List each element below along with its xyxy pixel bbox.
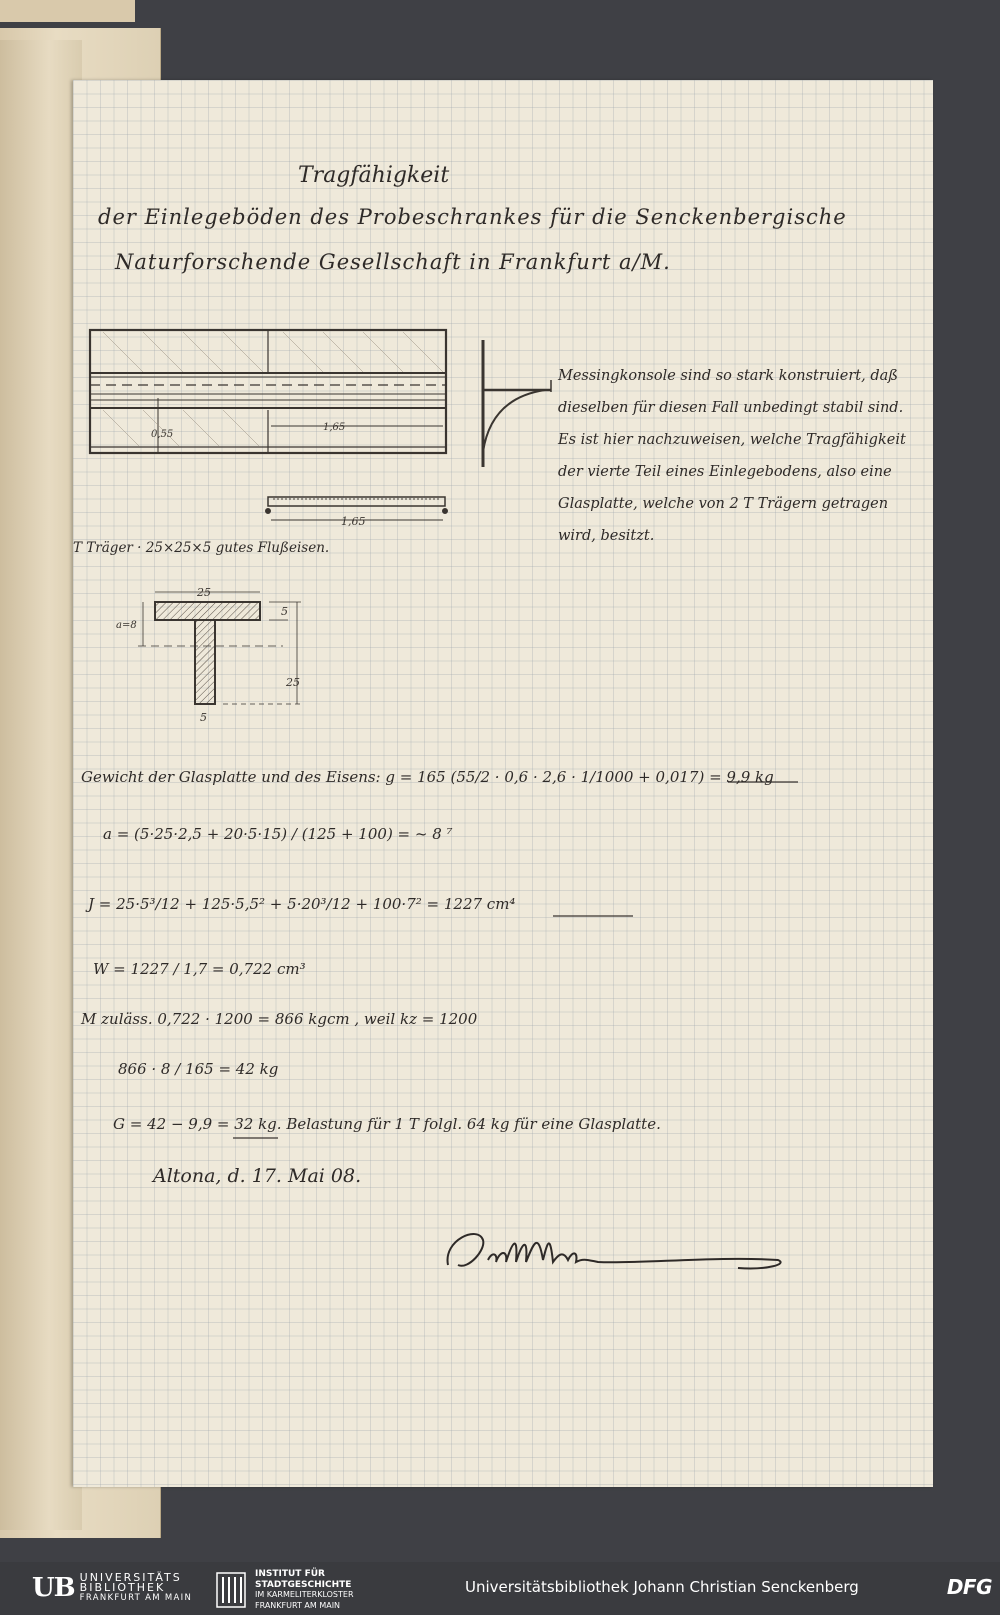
ub-logo[interactable] [6, 1568, 192, 1608]
dim-25-top: 25 [197, 586, 211, 599]
dfg-logo[interactable]: DFG [946, 1575, 992, 1599]
shelf-plan-drawing [90, 330, 446, 453]
isg-line-1: INSTITUT FÜR [255, 1569, 325, 1579]
t-profile-section [138, 592, 301, 704]
isg-line-4: FRANKFURT AM MAIN [255, 1600, 341, 1610]
document-title: Tragfähigkeit [298, 163, 450, 188]
dim-5-web: 5 [200, 711, 207, 724]
isg-line-2: STADTGESCHICHTE [255, 1579, 352, 1590]
book-spine-strip [0, 0, 135, 22]
ub-line-2: BIBLIOTHEK [79, 1581, 166, 1594]
profile-label: T Träger · 25×25×5 gutes Flußeisen. [73, 540, 330, 556]
isg-logo[interactable] [215, 1569, 354, 1611]
formula-result: G = 42 − 9,9 = 32 kg. Belastung für 1 T folgl. 64 kg für eine Glasplatte. [113, 1115, 661, 1133]
ub-logo-text [80, 1573, 192, 1603]
dim-055: 0,55 [151, 429, 174, 440]
isg-logo-text [255, 1569, 354, 1611]
footer-bar [0, 1562, 1000, 1615]
library-name: Universitätsbibliothek Johann Christian Senckenberg [465, 1578, 859, 1596]
formula-load: 866 · 8 / 165 = 42 kg [118, 1060, 279, 1078]
isg-columns-icon [215, 1571, 247, 1609]
dim-165: 1,65 [323, 422, 346, 433]
subtitle-line-2: Naturforschende Gesellschaft in Frankfurt a/M. [115, 250, 671, 274]
dim-a: a=8 [116, 620, 137, 631]
ub-line-1: UNIVERSITÄTS [79, 1571, 182, 1584]
formula-a: a = (5·25·2,5 + 20·5·15) / (125 + 100) = ~ 8 ⁷ [103, 825, 453, 843]
weight-calculation: Gewicht der Glasplatte und des Eisens: g = 165 (55/2 · 0,6 · 2,6 · 1/1000 + 0,017) = 9,9 kg [81, 768, 774, 786]
dim-25-vertical: 25 [286, 676, 300, 689]
isg-line-3: IM KARMELITERKLOSTER [255, 1590, 354, 1599]
dim-165b: 1,65 [341, 515, 366, 528]
graph-paper-sheet [73, 80, 933, 1487]
brass-bracket-drawing [483, 340, 551, 467]
dim-5-flange: 5 [281, 605, 288, 618]
formula-section-modulus: W = 1227 / 1,7 = 0,722 cm³ [93, 960, 306, 978]
book-page-fold [0, 40, 82, 1530]
formula-moment-of-inertia: J = 25·5³/12 + 125·5,5² + 5·20³/12 + 100·7² = 1227 cm⁴ [88, 895, 516, 913]
explanatory-note: Messingkonsole sind so stark konstruiert, daß dieselben für diesen Fall unbedingt stabil sind. Es ist hier nachzuweisen, welche Tragfähigkeit der vierte Teil eines Einlegebodens, also eine Glasplatte, welche von 2 T Trägern getragen wird, besitzt. [558, 368, 906, 544]
formula-allowable-moment: M zuläss. 0,722 · 1200 = 866 kgcm , weil kz = 1200 [81, 1010, 478, 1028]
ub-mark: UB [32, 1573, 75, 1603]
handwritten-signature [438, 1220, 798, 1290]
subtitle-line-1: der Einlegeböden des Probeschrankes für die Senckenbergische [98, 205, 847, 229]
date-place: Altona, d. 17. Mai 08. [153, 1165, 362, 1187]
ub-line-3: FRANKFURT AM MAIN [79, 1593, 193, 1603]
